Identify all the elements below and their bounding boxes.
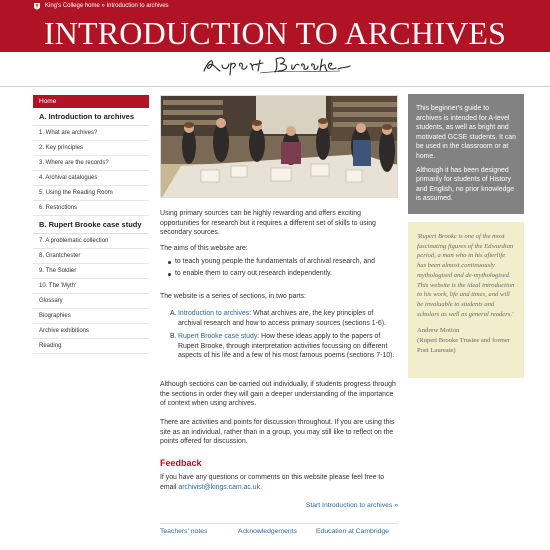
nav-item-the-myth[interactable]: 10. The 'Myth': [33, 279, 149, 294]
breadcrumb-separator: »: [99, 3, 107, 9]
nav-home[interactable]: Home: [33, 95, 149, 108]
testimonial-author: Andrew Motion: [417, 327, 460, 335]
sidebar-nav: [33, 95, 149, 354]
list-item: to enable them to carry out research independently.: [168, 269, 375, 281]
site-title[interactable]: INTRODUCTION TO ARCHIVES: [43, 15, 507, 51]
education-at-cambridge-link[interactable]: Education at Cambridge: [316, 528, 389, 535]
audience-info-box: [408, 94, 524, 214]
rupert-brooke-case-study-link[interactable]: Rupert Brooke case study: [178, 333, 258, 341]
nav-item-reading-room[interactable]: 5. Using the Reading Room: [33, 186, 149, 201]
email-link[interactable]: archivist@kings.cam.ac.uk: [178, 483, 261, 491]
nav-item-what-are-archives[interactable]: 1. What are archives?: [33, 126, 149, 141]
series-intro: The website is a series of sections, in two parts:: [160, 293, 306, 300]
intro-paragraph: Using primary sources can be highly rewarding and offers exciting opportunities for research but it requires a different set of skills to using secondary sources.: [160, 210, 376, 237]
nav-item-the-soldier[interactable]: 9. The Soldier: [33, 264, 149, 279]
info-paragraph-1: This beginner's guide to archives is intended for A-level students, as well as bright and motivated GCSE students. It can be used in the classroom or at home.: [416, 105, 516, 160]
testimonial-attribution: [417, 326, 515, 355]
nav-item-grantchester[interactable]: 8. Grantchester: [33, 249, 149, 264]
main-content: [160, 95, 398, 535]
nav-item-where-are-records[interactable]: 3. Where are the records?: [33, 156, 149, 171]
list-item: to teach young people the fundamentals of archival research, and: [168, 257, 375, 269]
nav-item-glossary[interactable]: Glossary: [33, 294, 149, 309]
nav-item-archive-exhibitions[interactable]: Archive exhibitions: [33, 324, 149, 339]
breadcrumb-current: Introduction to archives: [106, 3, 169, 9]
section-letter: A.: [170, 310, 177, 317]
nav-section-case-study[interactable]: B. Rupert Brooke case study: [33, 216, 149, 234]
nav-item-key-principles[interactable]: 2. Key principles: [33, 141, 149, 156]
introduction-to-archives-link[interactable]: Introduction to archives: [178, 310, 250, 317]
nav-item-problematic-collection[interactable]: 7. A problematic collection: [33, 234, 149, 249]
although-paragraph: Although sections can be carried out individually, if students progress through the sections in order they will gain a deeper understanding of the importance of context when using archives.: [160, 381, 396, 408]
reading-room-photo-illustration: [161, 96, 398, 198]
aims-intro: The aims of this website are:: [160, 245, 248, 252]
acknowledgements-link[interactable]: Acknowledgements: [238, 528, 297, 535]
section-b-description: : How these ideas apply to the papers of Rupert Brooke, through interpretation activities focussing on different aspects of his life and a few of his most famous poems (sections 7-10).: [178, 333, 395, 360]
feedback-heading: Feedback: [160, 458, 202, 468]
feedback-text: If you have any questions or comments on this website please feel free to email: [160, 474, 385, 491]
nav-section-introduction[interactable]: A. Introduction to archives: [33, 108, 149, 126]
testimonial-quote: 'Rupert Brooke is one of the most fascinating figures of the Edwardian period, a man who in his afterlife has been almost continuously mythologised and de-mythologised. This website is the ideal introduction to his work, life and times, and will be invaluable to students and scholars as well as general readers.': [417, 233, 515, 318]
sections-list: [170, 309, 398, 365]
section-item-a: [170, 309, 398, 328]
teachers-notes-link[interactable]: Teachers' notes: [160, 528, 208, 535]
aims-list: [168, 257, 375, 281]
info-paragraph-2: Although it has been designed primarily for students of History and English, no prior knowledge is assumed.: [416, 166, 515, 203]
section-letter: B.: [170, 333, 177, 341]
testimonial-author-role: (Rupert Brooke Trustee and former Poet Laureate): [417, 337, 511, 354]
breadcrumb-home-link[interactable]: King's College home: [45, 3, 100, 9]
feedback-paragraph: [160, 473, 398, 492]
footer-divider: [160, 523, 398, 524]
top-bar: [0, 0, 550, 12]
college-crest-icon: [33, 2, 41, 10]
breadcrumb: [45, 2, 169, 10]
section-item-b: [170, 332, 398, 361]
site-header: [0, 12, 550, 52]
nav-item-restrictions[interactable]: 6. Restrictions: [33, 201, 149, 216]
section-a-description: : What archives are, the key principles of archival research and how to access primary sources (sections 1-6).: [178, 310, 386, 327]
feedback-end: .: [260, 483, 262, 491]
start-introduction-link[interactable]: Start Introduction to archives »: [305, 502, 398, 509]
testimonial-quote-box: [408, 222, 524, 378]
reading-room-photo: [160, 95, 398, 198]
nav-item-archival-catalogues[interactable]: 4. Archival catalogues: [33, 171, 149, 186]
rupert-brooke-signature: [200, 53, 355, 78]
nav-item-biographies[interactable]: Biographies: [33, 309, 149, 324]
activities-paragraph: There are activities and points for discussion throughout. If you are using this site as an individual, rather than in a group, you may still like to reflect on the points offered for discussion.: [160, 419, 395, 446]
nav-item-reading[interactable]: Reading: [33, 339, 149, 354]
header-divider: [0, 86, 550, 87]
